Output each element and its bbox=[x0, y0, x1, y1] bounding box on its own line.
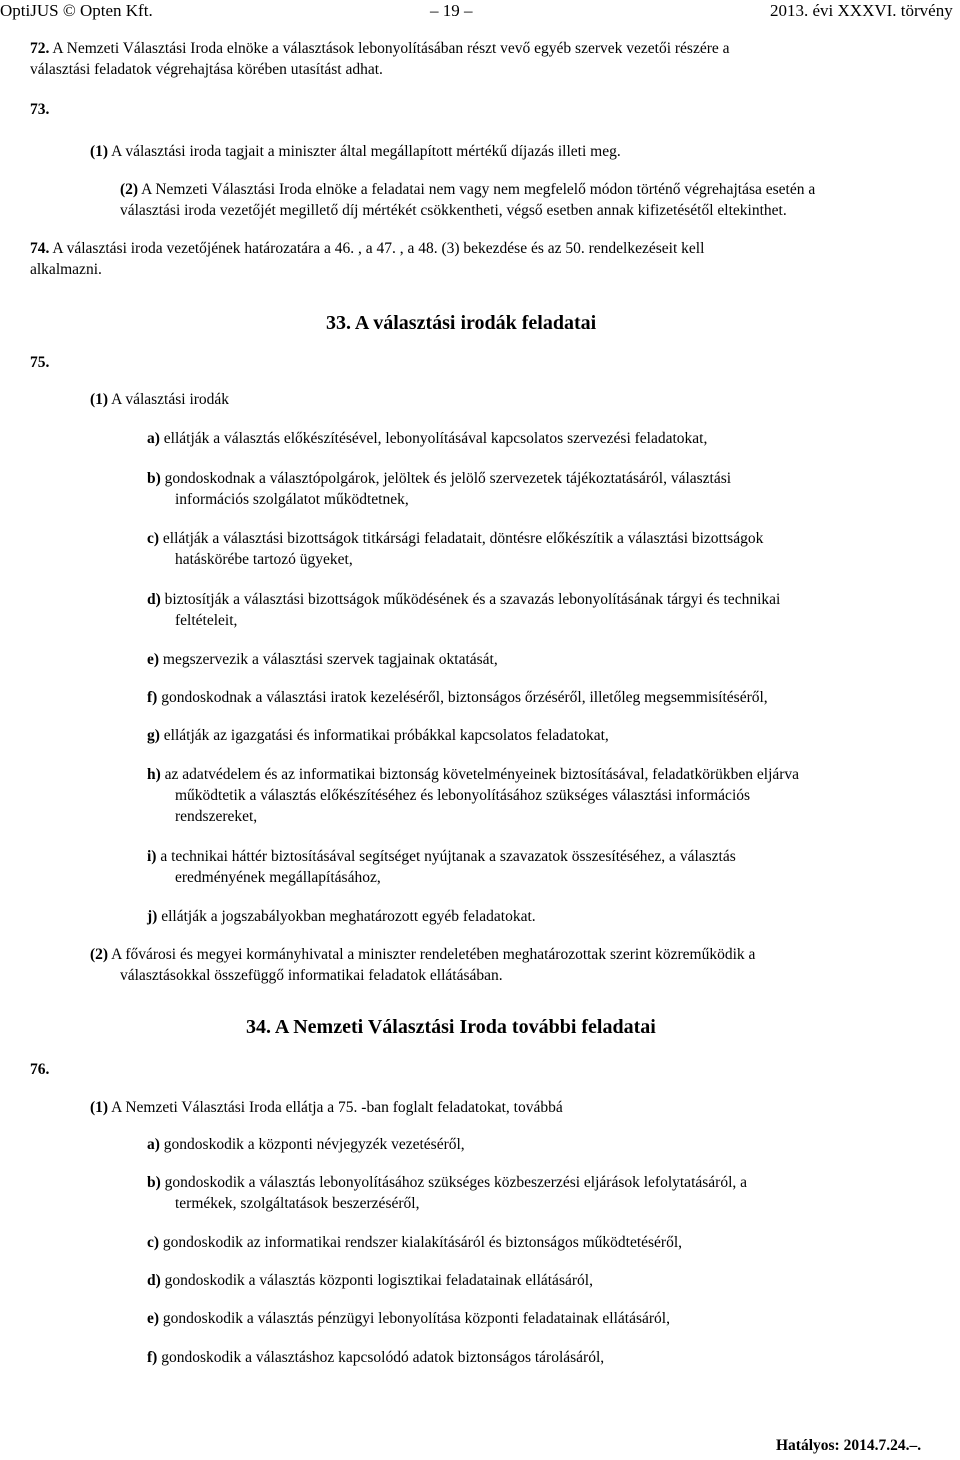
chapter-heading-33: 33. A választási irodák feladatai bbox=[326, 312, 597, 334]
item-label: i) bbox=[147, 848, 157, 865]
subsection-75-1 bbox=[90, 389, 229, 410]
item-label: d) bbox=[147, 591, 161, 608]
paragraph-73-number bbox=[30, 99, 49, 120]
paragraph-text-cont: alkalmazni. bbox=[30, 261, 102, 278]
subsection-text-cont: választási iroda vezetőjét megillető díj mértékét csökkentheti, végső esetben annak kifizetésétől eltekinthet. bbox=[120, 202, 787, 219]
section-number: 73. bbox=[30, 101, 50, 118]
item-label: h) bbox=[147, 766, 161, 783]
header-right: 2013. évi XXXVI. törvény bbox=[770, 1, 953, 20]
subsection-label: (1) bbox=[90, 1099, 109, 1116]
list-item bbox=[147, 1172, 747, 1193]
subsection-text: A választási iroda tagjait a miniszter által megállapított mértékű díjazás illeti meg. bbox=[111, 143, 621, 160]
section-number: 76. bbox=[30, 1061, 50, 1078]
list-item bbox=[147, 846, 736, 867]
item-text: gondoskodik a központi névjegyzék vezetéséről, bbox=[163, 1136, 465, 1153]
list-item bbox=[147, 468, 731, 489]
item-text-cont: hatáskörébe tartozó ügyeket, bbox=[175, 551, 353, 568]
item-text-cont: termékek, szolgáltatások beszerzéséről, bbox=[175, 1195, 420, 1212]
item-text: gondoskodik a választáshoz kapcsolódó adatok biztonságos tárolásáról, bbox=[161, 1349, 605, 1366]
list-item bbox=[147, 428, 707, 449]
section-number: 75. bbox=[30, 354, 50, 371]
subsection-73-2 bbox=[120, 179, 815, 200]
page-number: – 19 – bbox=[430, 1, 473, 20]
item-label: g) bbox=[147, 727, 160, 744]
item-text-cont: feltételeit, bbox=[175, 612, 238, 629]
item-text: gondoskodik a választás lebonyolításához szükséges közbeszerzési eljárások lefolytatásáról, a bbox=[164, 1174, 748, 1191]
list-item bbox=[147, 1134, 465, 1155]
subsection-text: A választási irodák bbox=[111, 391, 230, 408]
chapter-heading-34: 34. A Nemzeti Választási Iroda további feladatai bbox=[246, 1016, 656, 1038]
subsection-75-2 bbox=[90, 944, 755, 965]
subsection-text: A Nemzeti Választási Iroda ellátja a 75. -ban foglalt feladatokat, továbbá bbox=[111, 1099, 563, 1116]
footer-label: Hatályos: bbox=[776, 1437, 840, 1454]
item-text: megszervezik a választási szervek tagjainak oktatását, bbox=[162, 651, 498, 668]
item-text: gondoskodik a választás pénzügyi lebonyolítása központi feladatainak ellátásáról, bbox=[162, 1310, 670, 1327]
subsection-label: (2) bbox=[120, 181, 139, 198]
paragraph-72 bbox=[30, 38, 730, 59]
subsection-label: (1) bbox=[90, 391, 109, 408]
item-text: ellátják a választás előkészítésével, lebonyolításával kapcsolatos szervezési feladatokat, bbox=[163, 430, 708, 447]
item-text-cont: eredményének megállapításához, bbox=[175, 869, 381, 886]
item-label: e) bbox=[147, 651, 160, 668]
subsection-73-1 bbox=[90, 141, 621, 162]
footer-effective-date bbox=[776, 1435, 921, 1456]
paragraph-text-cont: választási feladatok végrehajtása körében utasítást adhat. bbox=[30, 61, 383, 78]
paragraph-74 bbox=[30, 238, 704, 259]
list-item bbox=[147, 725, 609, 746]
item-label: b) bbox=[147, 1174, 161, 1191]
item-text: a technikai háttér biztosításával segítséget nyújtanak a szavazatok összesítéséhez, a választás bbox=[160, 848, 736, 865]
footer-value: 2014.7.24.–. bbox=[843, 1437, 922, 1454]
section-number: 74. bbox=[30, 240, 50, 257]
list-item bbox=[147, 1232, 682, 1253]
item-text: gondoskodnak a választási iratok kezeléséről, biztonságos őrzéséről, illetőleg megsemmisítéséről, bbox=[161, 689, 768, 706]
item-label: d) bbox=[147, 1272, 161, 1289]
paragraph-text: A választási iroda vezetőjének határozatára a 46. , a 47. , a 48. (3) bekezdése és az 50. rendelkezéseit kell bbox=[52, 240, 705, 257]
list-item bbox=[147, 589, 780, 610]
list-item bbox=[147, 1347, 604, 1368]
list-item bbox=[147, 1308, 670, 1329]
item-text: biztosítják a választási bizottságok működésének és a szavazás lebonyolításának tárgyi és technikai bbox=[164, 591, 781, 608]
item-text: ellátják a választási bizottságok titkársági feladatait, döntésre előkészítik a választási bizottságok bbox=[162, 530, 764, 547]
paragraph-text: A Nemzeti Választási Iroda elnöke a választások lebonyolításában részt vevő egyéb szervek vezetői részére a bbox=[52, 40, 730, 57]
subsection-text: A Nemzeti Választási Iroda elnöke a feladatai nem vagy nem megfelelő módon történő végrehajtása esetén a bbox=[141, 181, 816, 198]
item-text: gondoskodik a választás központi logisztikai feladatainak ellátásáról, bbox=[164, 1272, 593, 1289]
item-text: gondoskodnak a választópolgárok, jelöltek és jelölő szervezetek tájékoztatásáról, választási bbox=[164, 470, 732, 487]
item-label: a) bbox=[147, 430, 160, 447]
subsection-label: (1) bbox=[90, 143, 109, 160]
item-label: c) bbox=[147, 530, 160, 547]
item-label: j) bbox=[147, 908, 158, 925]
subsection-label: (2) bbox=[90, 946, 109, 963]
item-text: az adatvédelem és az informatikai biztonság követelményeinek biztosításával, feladatkörükben eljárva bbox=[164, 766, 800, 783]
item-text: gondoskodik az informatikai rendszer kialakításáról és biztonságos működtetéséről, bbox=[162, 1234, 683, 1251]
header-left: OptiJUS © Opten Kft. bbox=[0, 1, 153, 20]
subsection-76-1 bbox=[90, 1097, 563, 1118]
item-text-cont: rendszereket, bbox=[175, 808, 258, 825]
list-item bbox=[147, 649, 498, 670]
item-text: ellátják a jogszabályokban meghatározott egyéb feladatokat. bbox=[161, 908, 536, 925]
section-number: 72. bbox=[30, 40, 50, 57]
item-label: e) bbox=[147, 1310, 160, 1327]
paragraph-75-number bbox=[30, 352, 49, 373]
item-label: a) bbox=[147, 1136, 160, 1153]
list-item bbox=[147, 906, 536, 927]
list-item bbox=[147, 1270, 593, 1291]
item-label: b) bbox=[147, 470, 161, 487]
item-label: c) bbox=[147, 1234, 160, 1251]
item-text-cont: működtetik a választás előkészítéséhez és lebonyolításához szükséges választási információs bbox=[175, 787, 751, 804]
list-item bbox=[147, 528, 763, 549]
list-item bbox=[147, 687, 768, 708]
item-text: ellátják az igazgatási és informatikai próbákkal kapcsolatos feladatokat, bbox=[163, 727, 609, 744]
paragraph-76-number bbox=[30, 1059, 49, 1080]
item-label: f) bbox=[147, 689, 158, 706]
item-text-cont: információs szolgálatot működtetnek, bbox=[175, 491, 409, 508]
subsection-text-cont: választásokkal összefüggő informatikai feladatok ellátásában. bbox=[120, 967, 503, 984]
item-label: f) bbox=[147, 1349, 158, 1366]
list-item bbox=[147, 764, 799, 785]
subsection-text: A fővárosi és megyei kormányhivatal a miniszter rendeletében meghatározottak szerint közreműködik a bbox=[111, 946, 756, 963]
